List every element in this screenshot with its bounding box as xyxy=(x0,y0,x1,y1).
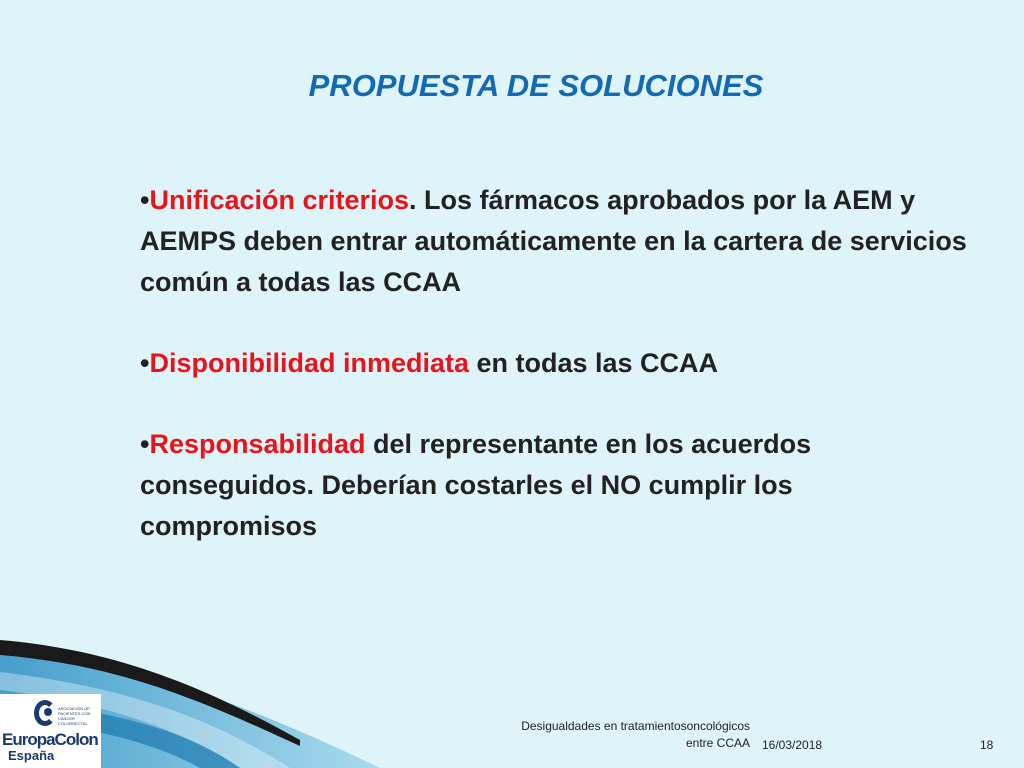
footer-date: 16/03/2018 xyxy=(762,738,823,752)
bullet-marker: • xyxy=(140,348,150,378)
slide-number: 18 xyxy=(980,738,994,752)
bullet-list xyxy=(140,180,970,587)
slide-title: PROPUESTA DE SOLUCIONES xyxy=(308,68,764,103)
bullet-marker: • xyxy=(140,429,150,459)
bullet-text: en todas las CCAA xyxy=(468,348,719,378)
bullet-highlight: Disponibilidad inmediata xyxy=(149,348,469,378)
bullet-marker: • xyxy=(140,185,150,215)
footer-text: Desigualdades en tratamientosoncológicos entre CCAA xyxy=(521,719,750,750)
bullet-text: del representante en los acuerdos conseguidos. Deberían costarles el NO cumplir los compromisos xyxy=(140,429,812,541)
bullet-highlight: Unificación criterios xyxy=(149,185,410,215)
bullet-text: . Los fármacos aprobados por la AEM y AEMPS deben entrar automáticamente en la cartera de servicios común a todas las CCAA xyxy=(140,185,967,297)
europacolon-logo xyxy=(0,694,101,768)
logo-tagline: ASOCIACIÓN DE PACIENTES CON CÁNCER COLORRECTAL xyxy=(58,706,91,726)
bullet-item xyxy=(140,343,970,384)
bullet-item xyxy=(140,180,970,303)
logo-brand: EuropaColon xyxy=(2,730,98,749)
logo-country: España xyxy=(8,748,55,763)
bullet-highlight: Responsabilidad xyxy=(149,429,366,459)
bullet-item xyxy=(140,424,970,547)
logo-dot-icon xyxy=(44,708,52,716)
